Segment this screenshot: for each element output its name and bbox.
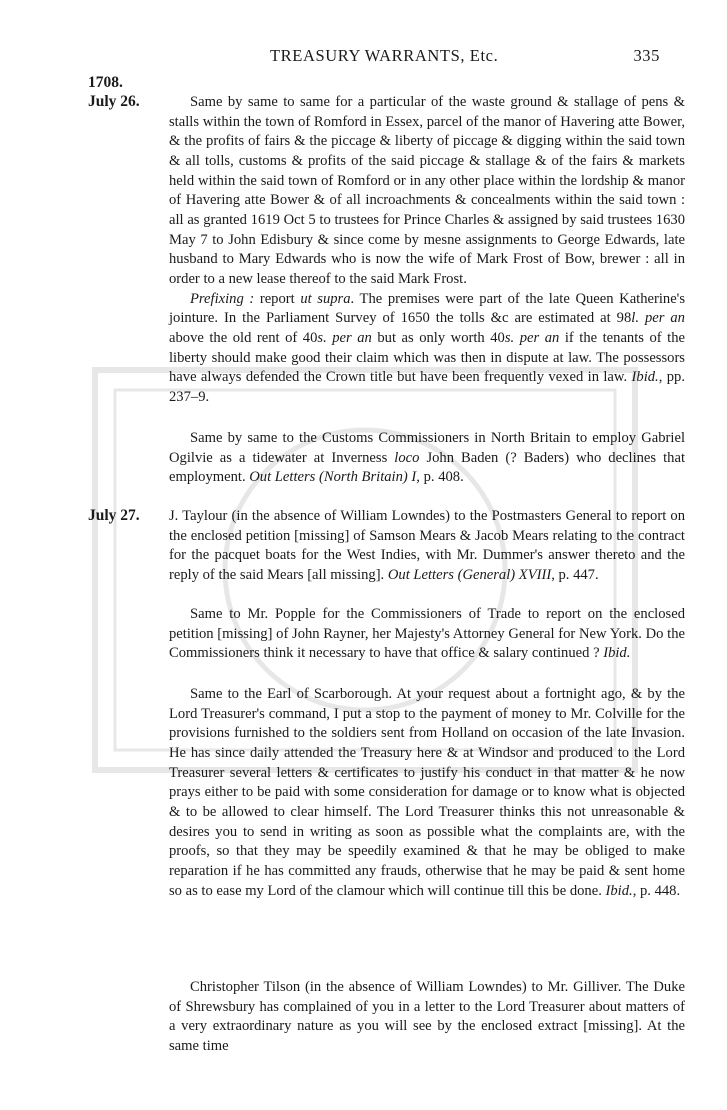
currency-term: l. per an — [631, 310, 685, 327]
entry-text — [169, 429, 685, 488]
entry-paragraph — [169, 429, 685, 488]
text-run: Same to the Earl of Scarborough. At your request about a fortnight ago, & by the Lord Treasurer's command, I put a stop to the payment of money to Mr. Colville for the provisions furnished to the soldiers sent from Holland on occasion of the late Invasion. He has since daily attended the Treasury here & at Windsor and produced to the Lord Treasurer several letters & certificates to justify his conduct in that matter & he now prays either to be paid with some consideration for damage or to know what is objected & to be allowed to clear himself. The Lord Treasurer thinks this not unreasonable & desires you to send in writing as soon as possible what the complaints are, with the proofs, so that they may be speedily examined & that he may be obliged to make reparation if he has committed any frauds, otherwise that he may be paid & sent home so as to ease my Lord of the clamour which will continue till this be done. — [169, 686, 685, 899]
entry-july-27 — [88, 507, 685, 586]
text-run: report — [254, 290, 301, 307]
source-reference: Ibid. — [603, 645, 631, 662]
entry-customs-commissioners — [88, 429, 685, 488]
text-run: , p. 408. — [416, 469, 464, 486]
text-run: John Baden (? Baders) who declines that employment. — [169, 449, 685, 486]
entry-text — [169, 507, 685, 586]
text-run: Same to Mr. Popple for the Commissioners of Trade to report on the enclosed petition [missing] of John Rayner, her Majesty's Attorney General for New York. Do the Commissioners think it necessary to have that office & salary continued ? — [169, 606, 685, 662]
entry-christopher-tilson — [88, 978, 685, 1057]
running-title: TREASURY WARRANTS, Etc. — [270, 46, 499, 65]
latin-term: loco — [394, 449, 420, 466]
entry-earl-of-scarborough — [88, 685, 685, 901]
entry-paragraph: Christopher Tilson (in the absence of William Lowndes) to Mr. Gilliver. The Duke of Shrewsbury has complained of you in a letter to the Lord Treasurer about matters of a very extraordinary nature as you will see by the enclosed extract [missing]. At the same time — [169, 979, 685, 1054]
text-run: . The premises were part of the late Queen Katherine's jointure. In the Parliament Survey of 1650 the tolls &c are estimated at 98 — [169, 290, 685, 327]
text-run: , pp. 237–9. — [169, 369, 685, 405]
currency-term: s. per an — [317, 329, 372, 346]
text-run: if the tenants of the liberty should make good their claim which was then in dispute at law. The possessors have always defended the Crown title but have been frequently vexed in law. — [169, 329, 685, 386]
entry-paragraph: Same by same to same for a particular of the waste ground & stallage of pens & stalls within the town of Romford in Essex, parcel of the manor of Havering atte Bower, & the profits of fairs & the piccage & liberty of piccage & digging within the said town & all tolls, customs & profits of the said piccage & stallage & of the fairs & markets held within the said town of Romford or in any other place within the lordship & manor of Havering atte Bower & of all incroachments & concealments within the said town : all as granted 1619 Oct 5 to trustees for Prince Charles & assigned by said trustees 1630 May 7 to John Edisbury & since come by mesne assignments to George Edwards, late husband to Mary Edwards who is now the wife of Mark Frost of Bow, brewer : all in order to a new lease thereof to the said Mark Frost. — [169, 94, 685, 287]
entry-july-26 — [88, 93, 685, 408]
latin-term: ut supra — [300, 290, 351, 307]
source-reference: Out Letters (North Britain) I — [249, 469, 417, 486]
entry-paragraph — [169, 685, 685, 901]
source-reference: Ibid. — [605, 882, 633, 899]
entry-text — [169, 978, 685, 1057]
page-number: 335 — [633, 46, 660, 65]
entry-paragraph — [169, 605, 685, 664]
text-run: J. Taylour (in the absence of William Lowndes) to the Postmasters General to report on the enclosed petition [missing] of Samson Mears & Jacob Mears relating to the contract for the pacquet boats for the West Indies, with Mr. Dummer's answer thereto and the reply of the said Mears [all missing]. — [169, 508, 685, 583]
source-reference: Ibid. — [631, 369, 659, 386]
text-run: , p. 447. — [551, 566, 599, 583]
entry-paragraph — [169, 507, 685, 586]
text-run: above the old rent of 40 — [169, 329, 318, 346]
source-reference: Out Letters (General) XVIII — [387, 566, 552, 583]
currency-term: s. per an — [504, 329, 560, 346]
entry-paragraph-prefixing — [169, 290, 685, 408]
text-run: Same by same to the Customs Commissioners in North Britain to employ Gabriel Ogilvie as a tidewater at Inverness — [169, 430, 685, 466]
text-run: , p. 448. — [632, 882, 681, 899]
entry-text — [169, 93, 685, 408]
entry-date: July 27. — [88, 507, 140, 524]
entry-text — [169, 605, 685, 664]
entry-date: July 26. — [88, 93, 140, 110]
text-run: but as only worth 40 — [371, 329, 505, 346]
year-heading: 1708. — [88, 74, 123, 91]
entry-text — [169, 685, 685, 901]
entry-mr-popple — [88, 605, 685, 664]
prefixing-label: Prefixing : — [190, 290, 255, 307]
